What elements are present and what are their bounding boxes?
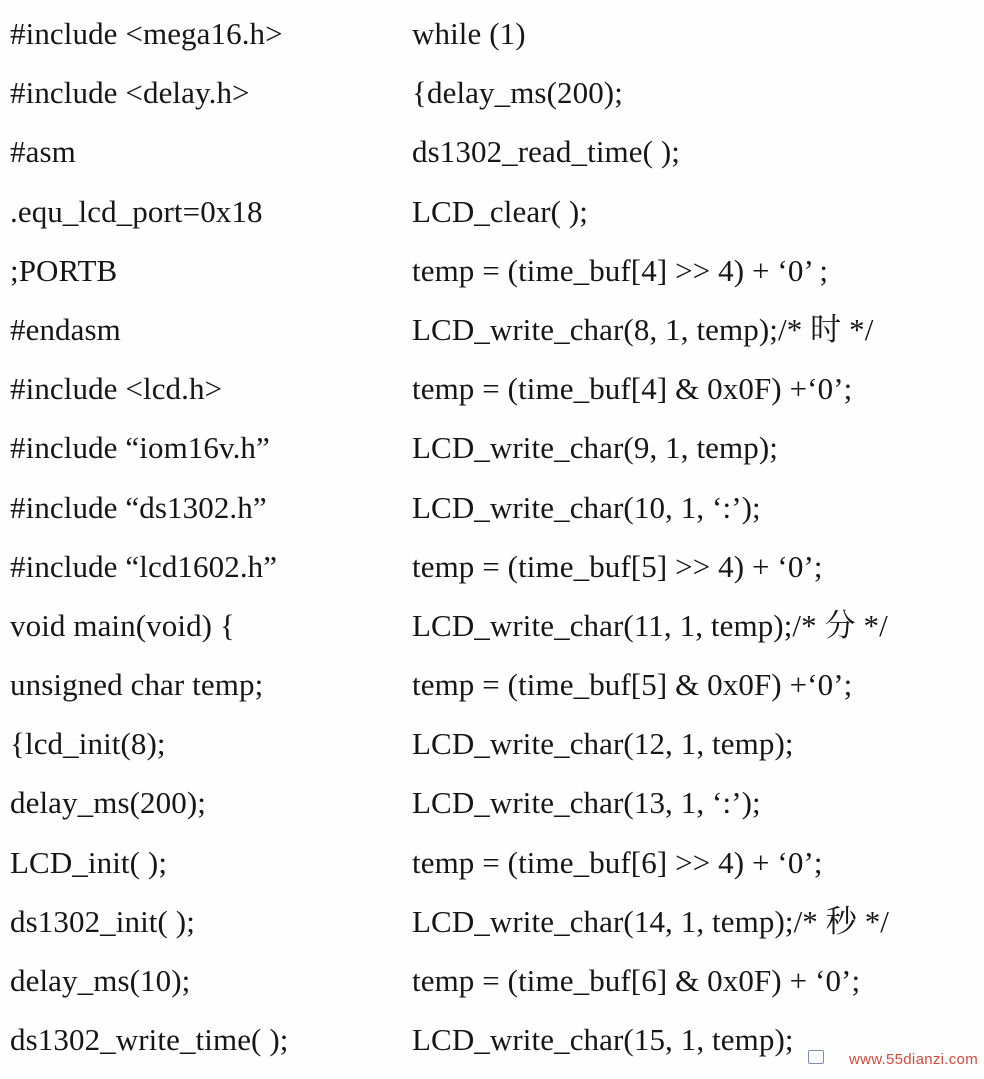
watermark-url: www.55dianzi.com: [848, 1051, 978, 1068]
code-line: temp = (time_buf[5] >> 4) + ‘0’;: [412, 548, 823, 584]
code-line: #endasm: [10, 311, 121, 347]
code-line: LCD_write_char(8, 1, temp);/* 时 */: [412, 311, 874, 347]
code-line: #include “iom16v.h”: [10, 430, 270, 466]
code-line: while (1): [412, 16, 526, 51]
code-line: void main(void) {: [10, 607, 235, 643]
code-line: #include <mega16.h>: [10, 16, 283, 51]
code-line: temp = (time_buf[6] & 0x0F) + ‘0’;: [412, 963, 861, 998]
code-line: delay_ms(10);: [10, 963, 191, 998]
code-line: {lcd_init(8);: [10, 726, 166, 762]
code-line: temp = (time_buf[4] >> 4) + ‘0’ ;: [412, 252, 829, 288]
code-line: #asm: [10, 134, 76, 170]
code-line: LCD_write_char(14, 1, temp);/* 秒 */: [412, 903, 890, 939]
code-line: LCD_write_char(13, 1, ‘:’);: [412, 785, 761, 821]
code-line: LCD_write_char(9, 1, temp);: [412, 430, 778, 466]
code-line: .equ_lcd_port=0x18: [10, 193, 263, 229]
code-line: LCD_init( );: [10, 844, 168, 880]
code-line: LCD_write_char(15, 1, temp);: [412, 1022, 794, 1058]
code-line: delay_ms(200);: [10, 785, 206, 821]
code-line: ds1302_write_time( );: [10, 1022, 289, 1058]
code-line: #include <delay.h>: [10, 75, 250, 111]
code-line: LCD_clear( );: [412, 193, 589, 229]
code-line: temp = (time_buf[6] >> 4) + ‘0’;: [412, 844, 823, 880]
code-line: unsigned char temp;: [10, 667, 264, 703]
code-line: ;PORTB: [10, 252, 118, 288]
code-line: temp = (time_buf[4] & 0x0F) +‘0’;: [412, 371, 853, 407]
code-line: ds1302_init( );: [10, 903, 195, 939]
code-column-left: [10, 14, 405, 1079]
code-line: LCD_write_char(11, 1, temp);/* 分 */: [412, 607, 888, 643]
code-column-right: [412, 14, 978, 1079]
code-line: LCD_write_char(10, 1, ‘:’);: [412, 489, 761, 525]
code-line: #include “lcd1602.h”: [10, 548, 278, 584]
code-line: temp = (time_buf[5] & 0x0F) +‘0’;: [412, 667, 853, 703]
code-line: {delay_ms(200);: [412, 75, 623, 111]
code-line: ds1302_read_time( );: [412, 134, 681, 170]
code-line: #include <lcd.h>: [10, 371, 223, 407]
code-line: LCD_write_char(12, 1, temp);: [412, 726, 794, 762]
code-line: #include “ds1302.h”: [10, 489, 267, 525]
site-logo-icon: [808, 1050, 824, 1064]
